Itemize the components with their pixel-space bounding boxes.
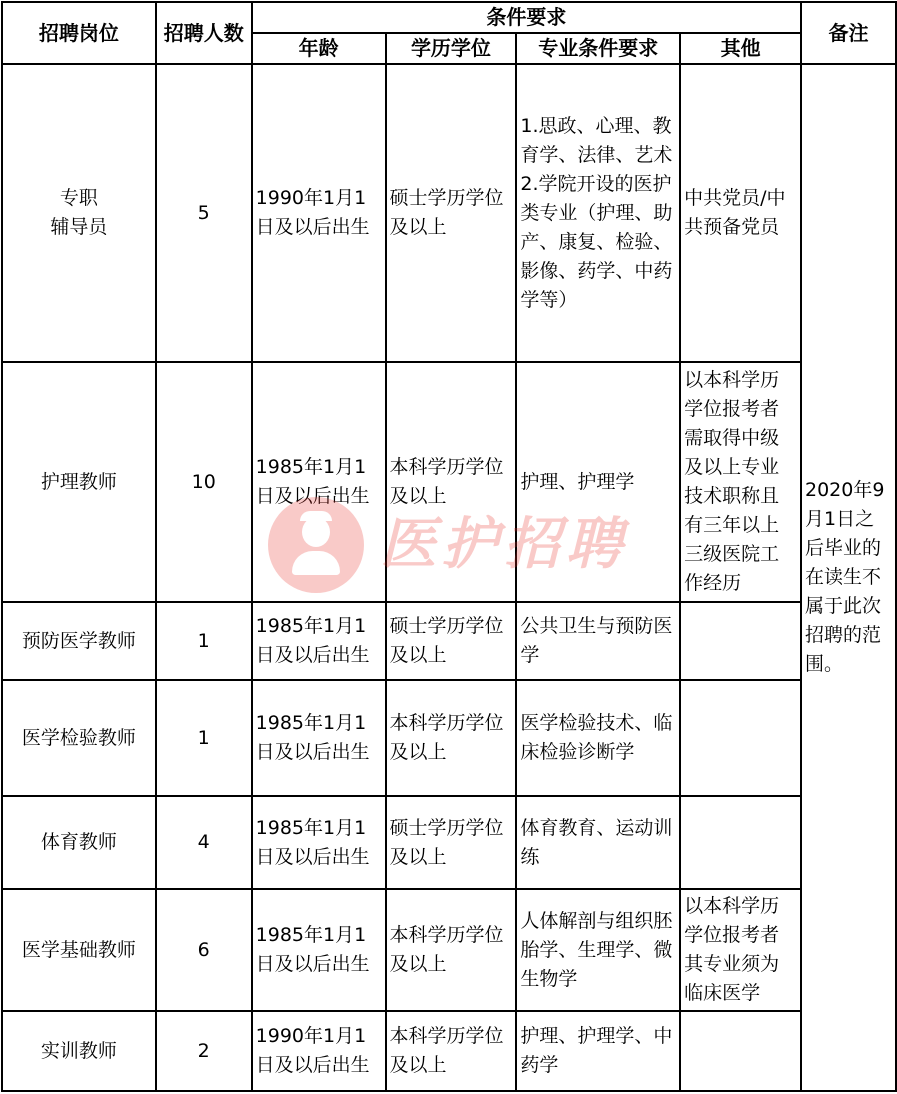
age-cell: 1985年1月1日及以后出生 [252,362,386,602]
table-row [2,362,896,602]
education-cell: 本科学历学位及以上 [386,1011,517,1091]
position-cell: 医学基础教师 [2,889,156,1011]
count-cell: 1 [156,680,252,796]
major-cell: 人体解剖与组织胚胎学、生理学、微生物学 [516,889,680,1011]
age-cell: 1985年1月1日及以后出生 [252,796,386,889]
header-major: 专业条件要求 [516,33,680,64]
age-cell: 1985年1月1日及以后出生 [252,889,386,1011]
count-cell: 6 [156,889,252,1011]
age-cell: 1990年1月1日及以后出生 [252,64,386,362]
other-cell [680,680,801,796]
major-cell: 医学检验技术、临床检验诊断学 [516,680,680,796]
major-cell: 护理、护理学、中药学 [516,1011,680,1091]
count-cell: 1 [156,602,252,680]
other-cell: 以本科学历学位报考者其专业须为临床医学 [680,889,801,1011]
table-row [2,1011,896,1091]
major-cell: 公共卫生与预防医学 [516,602,680,680]
other-cell [680,796,801,889]
remark-cell: 2020年9月1日之后毕业的在读生不属于此次招聘的范围。 [801,64,896,1091]
major-cell: 1.思政、心理、教育学、法律、艺术 2.学院开设的医护类专业（护理、助产、康复、检验、影像、药学、中药学等） [516,64,680,362]
education-cell: 硕士学历学位及以上 [386,602,517,680]
education-cell: 本科学历学位及以上 [386,889,517,1011]
header-position: 招聘岗位 [2,2,156,64]
header-conditions: 条件要求 [252,2,801,33]
table-row [2,680,896,796]
table-row [2,602,896,680]
header-remark: 备注 [801,2,896,64]
header-count: 招聘人数 [156,2,252,64]
header-age: 年龄 [252,33,386,64]
watermark-text: 医护招聘 [380,512,628,577]
other-cell [680,602,801,680]
education-cell: 硕士学历学位及以上 [386,64,517,362]
count-cell: 4 [156,796,252,889]
position-cell: 护理教师 [2,362,156,602]
position-cell: 预防医学教师 [2,602,156,680]
count-cell: 10 [156,362,252,602]
position-cell: 体育教师 [2,796,156,889]
table-row [2,64,896,362]
position-cell: 专职 辅导员 [2,64,156,362]
major-cell: 体育教育、运动训练 [516,796,680,889]
education-cell: 本科学历学位及以上 [386,362,517,602]
education-cell: 硕士学历学位及以上 [386,796,517,889]
other-cell [680,1011,801,1091]
other-cell: 中共党员/中共预备党员 [680,64,801,362]
header-other: 其他 [680,33,801,64]
age-cell: 1990年1月1日及以后出生 [252,1011,386,1091]
header-education: 学历学位 [386,33,517,64]
count-cell: 5 [156,64,252,362]
major-cell: 护理、护理学 [516,362,680,602]
count-cell: 2 [156,1011,252,1091]
age-cell: 1985年1月1日及以后出生 [252,680,386,796]
recruitment-table [1,1,897,1092]
age-cell: 1985年1月1日及以后出生 [252,602,386,680]
table-row [2,796,896,889]
table-row [2,889,896,1011]
education-cell: 本科学历学位及以上 [386,680,517,796]
other-cell: 以本科学历学位报考者需取得中级及以上专业技术职称且有三年以上三级医院工作经历 [680,362,801,602]
position-cell: 医学检验教师 [2,680,156,796]
position-cell: 实训教师 [2,1011,156,1091]
